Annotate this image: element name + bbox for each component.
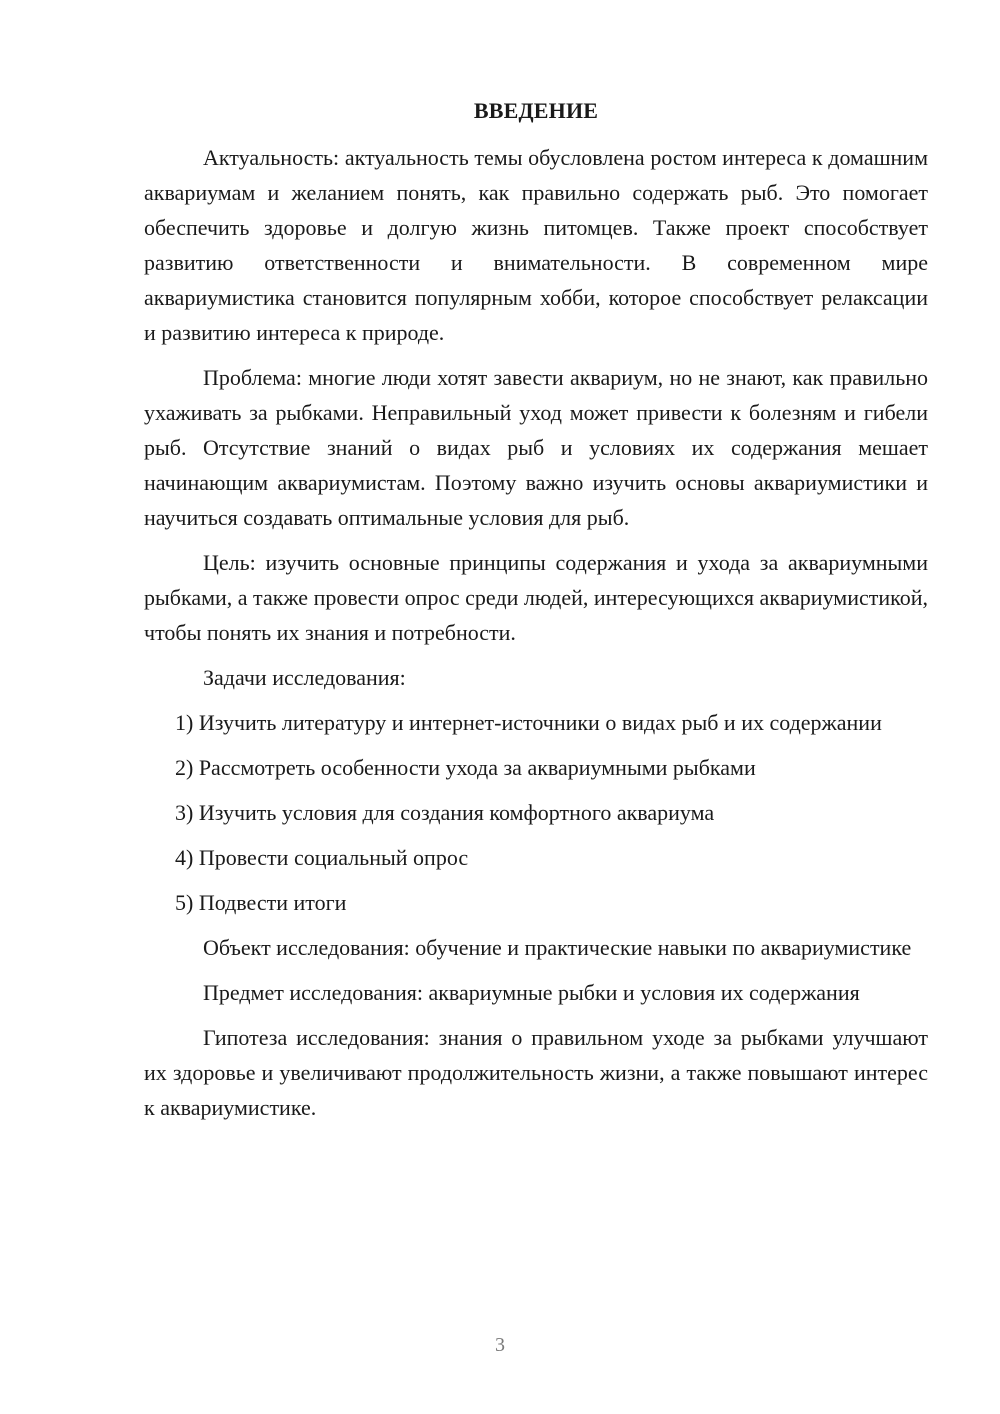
page-number: 3 (495, 1334, 505, 1356)
problem-paragraph: Проблема: многие люди хотят завести аквариум, но не знают, как правильно ухаживать за рыбками. Неправильный уход может привести к болезням и гибели рыб. Отсутствие знаний о видах рыб и условиях их содержания мешает начинающим аквариумистам. Поэтому важно изучить основы аквариумистики и научиться создавать оптимальные условия для рыб. (144, 365, 928, 530)
section-heading: ВВЕДЕНИЕ (473, 98, 599, 123)
task-item: 1) Изучить литературу и интернет-источники о видах рыб и их содержании (175, 710, 882, 735)
tasks-heading: Задачи исследования: (203, 665, 406, 690)
research-object-paragraph: Объект исследования: обучение и практические навыки по аквариумистике (203, 935, 912, 960)
relevance-paragraph: Актуальность: актуальность темы обусловлена ростом интереса к домашним аквариумам и желанием понять, как правильно содержать рыб. Это помогает обеспечить здоровье и долгую жизнь питомцев. Также проект способствует развитию ответственности и внимательности. В современном мире аквариумистика становится популярным хобби, которое способствует релаксации и развитию интереса к природе. (144, 145, 928, 345)
task-item: 3) Изучить условия для создания комфортного аквариума (175, 800, 715, 825)
tasks-list (144, 705, 928, 920)
task-item: 4) Провести социальный опрос (175, 845, 469, 870)
document-page (144, 96, 928, 1135)
task-item: 5) Подвести итоги (175, 890, 347, 915)
task-item: 2) Рассмотреть особенности ухода за аквариумными рыбками (175, 755, 756, 780)
research-subject-paragraph: Предмет исследования: аквариумные рыбки и условия их содержания (203, 980, 860, 1005)
goal-paragraph: Цель: изучить основные принципы содержания и ухода за аквариумными рыбками, а также провести опрос среди людей, интересующихся аквариумистикой, чтобы понять их знания и потребности. (144, 550, 928, 645)
research-hypothesis-paragraph: Гипотеза исследования: знания о правильном уходе за рыбками улучшают их здоровье и увеличивают продолжительность жизни, а также повышают интерес к аквариумистике. (144, 1025, 928, 1120)
